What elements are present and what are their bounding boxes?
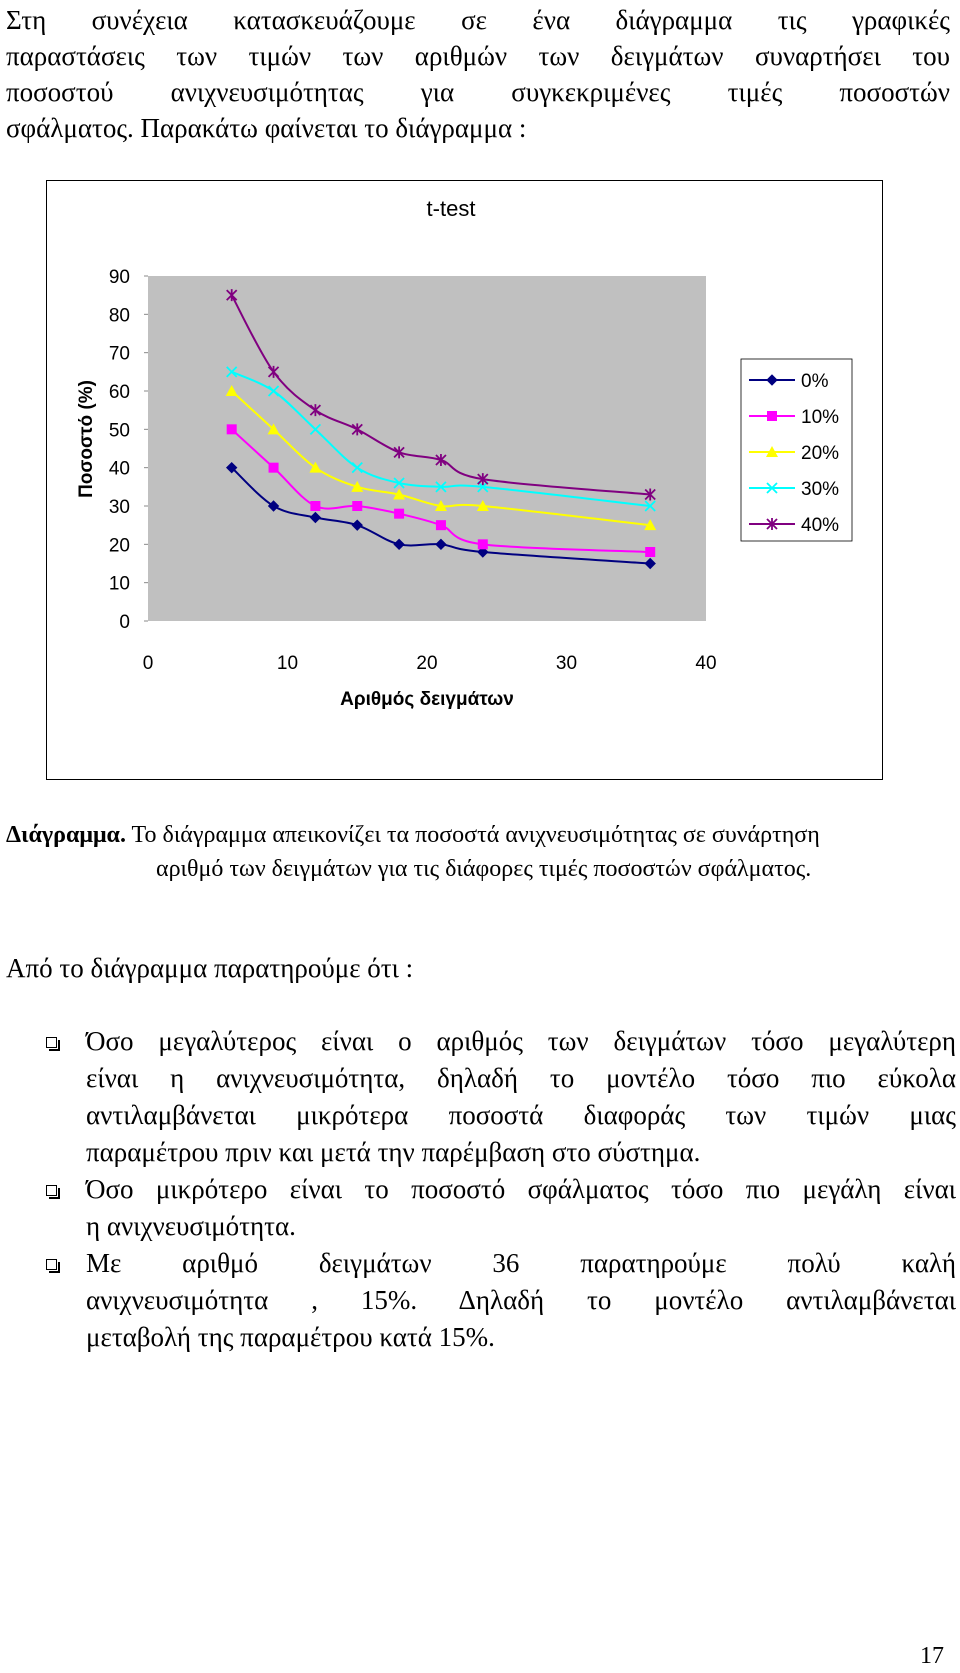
plot-area bbox=[148, 276, 706, 621]
list-item-line: ανιχνευσιμότητα , 15%. Δηλαδή το μοντέλο αντιλαμβάνεται bbox=[86, 1285, 956, 1315]
data-point-marker bbox=[394, 509, 404, 519]
caption-text-line1: Το διάγραμμα απεικονίζει τα ποσοστά ανιχνευσιμότητας σε συνάρτηση bbox=[125, 822, 820, 848]
y-tick-label: 80 bbox=[108, 305, 130, 327]
y-tick-label: 40 bbox=[108, 458, 130, 480]
legend-label: 0% bbox=[801, 371, 829, 392]
list-item bbox=[40, 1245, 956, 1356]
x-tick-label: 40 bbox=[695, 653, 717, 674]
caption-text-line2: αριθμό των δειγμάτων για τις διάφορες τιμές ποσοστών σφάλματος. bbox=[156, 856, 812, 882]
legend-swatch-marker bbox=[767, 411, 777, 421]
list-item-line: η ανιχνευσιμότητα. bbox=[86, 1211, 296, 1241]
observations-list bbox=[40, 1023, 956, 1356]
intro-line: Στη συνέχεια κατασκευάζουμε σε ένα διάγραμμα τις γραφικές bbox=[6, 5, 950, 35]
list-item-line: Όσο μεγαλύτερος είναι ο αριθμός των δειγμάτων τόσο μεγαλύτερη bbox=[86, 1026, 956, 1056]
y-tick-label: 30 bbox=[108, 497, 130, 518]
legend-label: 40% bbox=[801, 515, 840, 536]
x-tick-label: 0 bbox=[142, 653, 154, 674]
intro-line: ποσοστού ανιχνευσιμότητας για συγκεκριμένες τιμές ποσοστών bbox=[6, 77, 950, 107]
y-tick-label: 50 bbox=[108, 420, 130, 442]
data-point-marker bbox=[310, 501, 320, 511]
list-item bbox=[40, 1171, 956, 1245]
list-item-line: Όσο μικρότερο είναι το ποσοστό σφάλματος τόσο πιο μεγάλη είναι bbox=[86, 1174, 956, 1204]
observations-intro: Από το διάγραμμα παρατηρούμε ότι : bbox=[6, 953, 414, 983]
chart-frame bbox=[46, 180, 883, 780]
x-tick-label: 20 bbox=[416, 653, 438, 674]
x-axis-label: Αριθμός δειγμάτων bbox=[340, 689, 514, 710]
y-tick-label: 70 bbox=[108, 343, 130, 365]
y-tick-label: 60 bbox=[108, 382, 130, 403]
list-item-line: παραμέτρου πριν και μετά την παρέμβαση στο σύστημα. bbox=[86, 1137, 701, 1167]
data-point-marker bbox=[227, 424, 237, 434]
data-point-marker bbox=[478, 539, 488, 549]
legend-label: 30% bbox=[801, 479, 840, 500]
y-axis-label: Ποσοστό (%) bbox=[76, 380, 97, 498]
y-tick-label: 0 bbox=[119, 612, 130, 633]
data-point-marker bbox=[269, 463, 279, 473]
checkbox-bullet-icon bbox=[46, 1037, 57, 1048]
list-item-line: αντιλαμβάνεται μικρότερα ποσοστά διαφοράς των τιμών μιας bbox=[86, 1100, 956, 1130]
data-point-marker bbox=[645, 547, 655, 557]
intro-paragraph bbox=[6, 2, 950, 146]
x-tick-label: 30 bbox=[555, 653, 578, 674]
caption-label: Διάγραμμα. bbox=[6, 822, 126, 848]
list-item bbox=[40, 1023, 956, 1171]
data-point-marker bbox=[436, 520, 446, 530]
list-item-line: είναι η ανιχνευσιμότητα, δηλαδή το μοντέλο τόσο πιο εύκολα bbox=[86, 1063, 956, 1093]
line-chart bbox=[47, 181, 884, 781]
y-tick-label: 20 bbox=[108, 535, 130, 557]
checkbox-bullet-icon bbox=[46, 1259, 57, 1270]
legend-label: 20% bbox=[801, 443, 840, 464]
data-point-marker bbox=[352, 501, 362, 511]
list-item-line: μεταβολή της παραμέτρου κατά 15%. bbox=[86, 1322, 495, 1352]
figure-caption bbox=[6, 818, 950, 886]
y-tick-label: 90 bbox=[108, 267, 130, 288]
y-tick-label: 10 bbox=[108, 573, 130, 595]
checkbox-bullet-icon bbox=[46, 1185, 57, 1196]
x-tick-label: 10 bbox=[276, 653, 299, 674]
page-number: 17 bbox=[920, 1643, 944, 1669]
legend-label: 10% bbox=[801, 407, 840, 428]
intro-line: παραστάσεις των τιμών των αριθμών των δειγμάτων συναρτήσει του bbox=[6, 41, 950, 71]
intro-line: σφάλματος. Παρακάτω φαίνεται το διάγραμμα : bbox=[6, 113, 527, 143]
list-item-line: Με αριθμό δειγμάτων 36 παρατηρούμε πολύ καλή bbox=[86, 1248, 956, 1278]
chart-title: t-test bbox=[426, 196, 476, 221]
